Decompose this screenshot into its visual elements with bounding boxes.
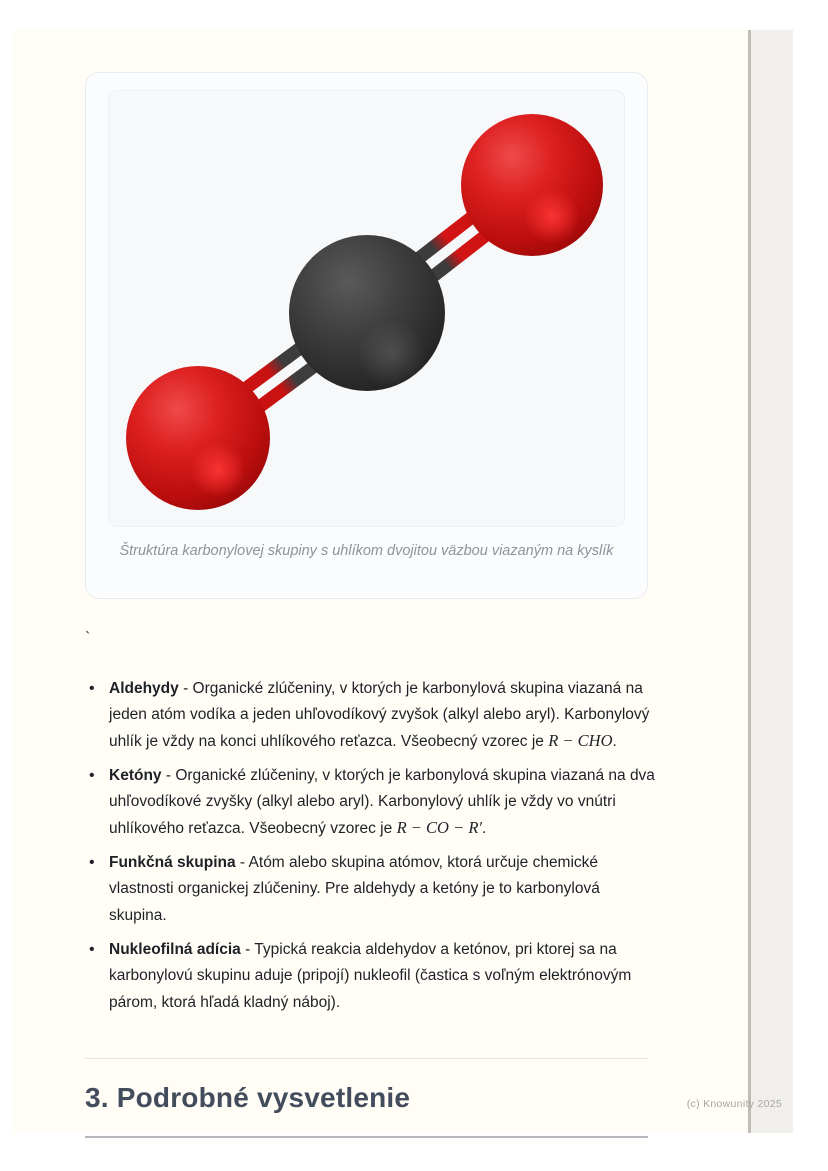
bullet-icon: • — [89, 941, 95, 958]
carbonyl-molecule-illustration — [109, 91, 624, 526]
scrollbar-track[interactable] — [748, 30, 793, 1133]
molecule-image — [108, 90, 625, 527]
definition-tail: . — [612, 733, 617, 750]
list-item — [85, 850, 657, 929]
definition-text: - Typická reakcia aldehydov a ketónov, pri ktorej sa na karbonylovú skupinu aduje (pripojí) nukleofil (častica s voľným elektrónovým párom, ktorá hľadá kladný náboj). — [109, 941, 632, 1011]
bullet-icon: • — [89, 767, 95, 784]
chemical-formula: R − CO − R′ — [396, 818, 483, 837]
copyright-watermark: (c) Knowunity 2025 — [686, 1098, 782, 1110]
figure-caption: Štruktúra karbonylovej skupiny s uhlíkom dvojitou väzbou viazaným na kyslík — [119, 543, 614, 559]
oxygen-atom — [126, 366, 270, 510]
term-label: Ketóny — [109, 767, 162, 784]
glossary-list — [85, 676, 657, 1024]
definition-tail: . — [482, 820, 487, 837]
definition-text: - Organické zlúčeniny, v ktorých je karbonylová skupina viazaná na dva uhľovodíkové zvyšky (alkyl alebo aryl). Karbonylový uhlík je vždy vo vnútri uhlíkového reťazca. Všeobecný vzorec je — [109, 767, 655, 837]
list-item — [85, 763, 657, 842]
bullet-icon: • — [89, 854, 95, 871]
document-page — [13, 30, 748, 1133]
heading-underline — [85, 1136, 648, 1138]
definition-text: - Atóm alebo skupina atómov, ktorá určuje chemické vlastnosti organickej zlúčeniny. Pre aldehydy a ketóny je to karbonylová skupina. — [109, 854, 600, 924]
chemical-formula: R − CHO — [548, 731, 613, 750]
term-label: Aldehydy — [109, 680, 179, 697]
section-heading: 3. Podrobné vysvetlenie — [85, 1082, 411, 1113]
definition-text: - Organické zlúčeniny, v ktorých je karbonylová skupina viazaná na jeden atóm vodíka a jeden uhľovodíkový zvyšok (alkyl alebo aryl). Karbonylový uhlík je vždy na konci uhlíkového reťazca. Všeobecný vzorec je — [109, 680, 650, 750]
figure-card — [85, 72, 648, 599]
carbon-atom — [289, 235, 445, 391]
oxygen-atom — [461, 114, 603, 256]
stray-backtick-text: ` — [85, 630, 91, 647]
term-label: Funkčná skupina — [109, 854, 236, 871]
list-item — [85, 676, 657, 755]
list-item — [85, 937, 657, 1016]
bullet-icon: • — [89, 680, 95, 697]
term-label: Nukleofilná adícia — [109, 941, 241, 958]
section-divider — [85, 1058, 648, 1059]
